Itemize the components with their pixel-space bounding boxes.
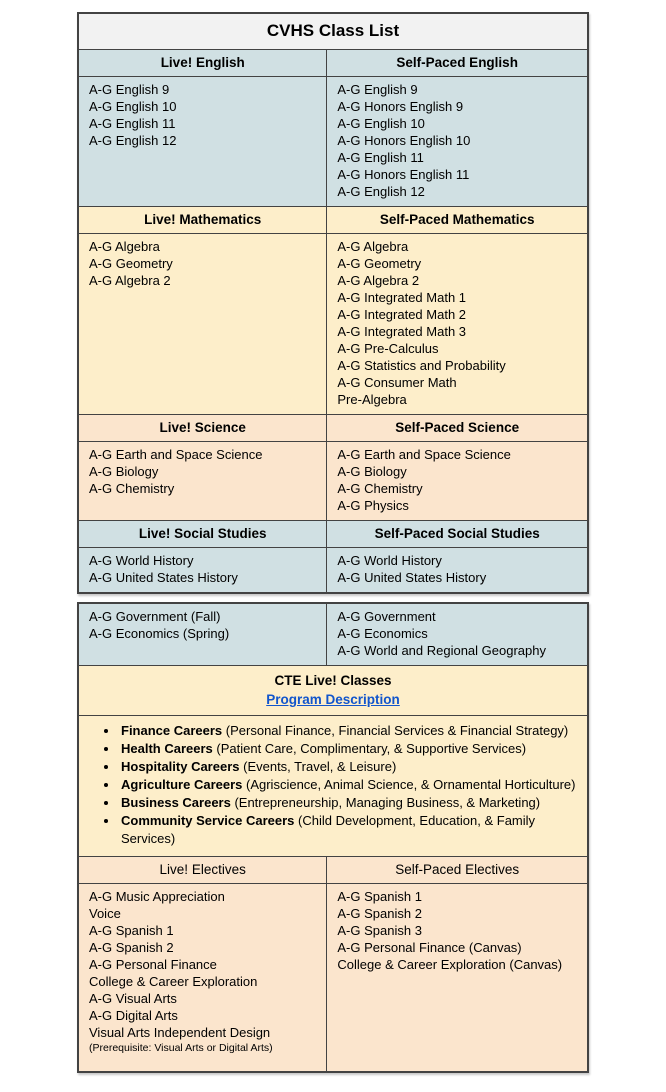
cte-bullet-item	[119, 722, 577, 740]
class-item: A-G Geometry	[89, 256, 173, 271]
career-detail: (Entrepreneurship, Managing Business, & Marketing)	[230, 795, 541, 810]
header-live-mathematics: Live! Mathematics	[79, 207, 326, 233]
career-name: Agriculture Careers	[121, 777, 243, 792]
class-item: A-G Economics	[337, 626, 428, 641]
class-item: College & Career Exploration (Canvas)	[337, 957, 563, 972]
cte-content-row	[79, 715, 587, 856]
page-title: CVHS Class List	[79, 14, 587, 49]
cte-title: CTE Live! Classes	[274, 673, 392, 688]
class-item: A-G English 9	[337, 82, 418, 97]
class-list-live-mathematics	[79, 234, 326, 414]
cte-bullet-item	[119, 740, 577, 758]
career-name: Community Service Careers	[121, 813, 295, 828]
class-item: A-G Integrated Math 3	[337, 324, 467, 339]
class-item: A-G Spanish 3	[337, 923, 422, 938]
header-self-paced-electives: Self-Paced Electives	[326, 857, 587, 883]
career-name: Health Careers	[121, 741, 213, 756]
social-studies-header-row	[79, 520, 587, 547]
class-item: A-G Integrated Math 1	[337, 290, 467, 305]
class-item: A-G Spanish 1	[89, 923, 174, 938]
class-item: A-G Spanish 2	[337, 906, 422, 921]
header-self-paced-mathematics: Self-Paced Mathematics	[326, 207, 587, 233]
class-item: A-G Biology	[89, 464, 159, 479]
cte-header-cell	[79, 666, 587, 715]
class-item: Visual Arts Independent Design	[89, 1025, 271, 1040]
class-item: Voice	[89, 906, 121, 921]
cte-bullet-item	[119, 776, 577, 794]
class-item: A-G Algebra 2	[337, 273, 420, 288]
cte-bullet-list	[89, 722, 577, 848]
class-list-live-electives	[79, 884, 326, 1071]
cte-bullet-item	[119, 758, 577, 776]
cte-header-row	[79, 665, 587, 715]
class-item: A-G English 10	[89, 99, 177, 114]
class-item: A-G Digital Arts	[89, 1008, 178, 1023]
class-item: A-G Algebra 2	[89, 273, 171, 288]
live-electives-items	[89, 888, 318, 1041]
career-detail: (Personal Finance, Financial Services & Financial Strategy)	[222, 723, 569, 738]
class-item: A-G English 12	[337, 184, 425, 199]
english-header-row	[79, 49, 587, 76]
career-detail: (Events, Travel, & Leisure)	[239, 759, 397, 774]
header-live-electives: Live! Electives	[79, 857, 326, 883]
class-list-self-paced-mathematics	[326, 234, 587, 414]
class-item: A-G Government	[337, 609, 436, 624]
class-item: A-G English 9	[89, 82, 170, 97]
header-self-paced-social-studies: Self-Paced Social Studies	[326, 521, 587, 547]
class-item: A-G Integrated Math 2	[337, 307, 467, 322]
class-item: Pre-Algebra	[337, 392, 407, 407]
english-content-row	[79, 76, 587, 206]
class-list-live-social-studies-continued	[79, 604, 326, 665]
class-item: A-G World and Regional Geography	[337, 643, 546, 658]
class-item: A-G Consumer Math	[337, 375, 457, 390]
class-item: A-G Spanish 1	[337, 889, 422, 904]
prerequisite-note: (Prerequisite: Visual Arts or Digital Arts)	[89, 1042, 273, 1054]
career-detail: (Child Development, Education, & Family Services)	[121, 813, 536, 846]
science-header-row	[79, 414, 587, 441]
math-header-row	[79, 206, 587, 233]
header-live-english: Live! English	[79, 50, 326, 76]
class-item: A-G Pre-Calculus	[337, 341, 439, 356]
class-item: A-G Chemistry	[337, 481, 423, 496]
class-item: A-G Physics	[337, 498, 409, 513]
class-item: A-G Algebra	[89, 239, 160, 254]
class-list-table-upper	[77, 12, 589, 594]
career-detail: (Patient Care, Complimentary, & Supportive Services)	[212, 741, 527, 756]
class-item: A-G Earth and Space Science	[337, 447, 511, 462]
class-item: A-G Algebra	[337, 239, 409, 254]
career-name: Finance Careers	[121, 723, 223, 738]
class-list-self-paced-science	[326, 442, 587, 520]
class-item: A-G Personal Finance	[89, 957, 217, 972]
class-item: A-G World History	[89, 553, 194, 568]
class-list-self-paced-social-studies	[326, 548, 587, 592]
class-item: A-G Chemistry	[89, 481, 175, 496]
program-description-link[interactable]: Program Description	[266, 692, 400, 707]
social-studies-content-row	[79, 547, 587, 592]
class-item: A-G Geometry	[337, 256, 422, 271]
science-content-row	[79, 441, 587, 520]
class-item: A-G World History	[337, 553, 442, 568]
class-item: A-G United States History	[89, 570, 238, 585]
class-item: A-G English 12	[89, 133, 177, 148]
class-item: A-G Honors English 11	[337, 167, 470, 182]
class-item: A-G English 10	[337, 116, 425, 131]
class-item: A-G English 11	[337, 150, 424, 165]
class-item: College & Career Exploration	[89, 974, 258, 989]
header-live-social-studies: Live! Social Studies	[79, 521, 326, 547]
class-list-self-paced-social-studies-continued	[326, 604, 587, 665]
class-item: A-G Earth and Space Science	[89, 447, 263, 462]
class-list-table-lower	[77, 602, 589, 1073]
class-item: A-G Government (Fall)	[89, 609, 221, 624]
header-live-science: Live! Science	[79, 415, 326, 441]
cte-careers-list	[79, 716, 587, 856]
class-item: A-G Statistics and Probability	[337, 358, 506, 373]
class-item: A-G Honors English 9	[337, 99, 464, 114]
social-studies-continued-row	[79, 604, 587, 665]
header-self-paced-science: Self-Paced Science	[326, 415, 587, 441]
cte-link-line	[83, 690, 583, 709]
class-item: A-G Biology	[337, 464, 407, 479]
class-list-live-science	[79, 442, 326, 520]
title-row	[79, 14, 587, 49]
cte-bullet-item	[119, 794, 577, 812]
cte-bullet-item	[119, 812, 577, 848]
math-content-row	[79, 233, 587, 414]
class-item: A-G English 11	[89, 116, 176, 131]
header-self-paced-english: Self-Paced English	[326, 50, 587, 76]
career-name: Hospitality Careers	[121, 759, 240, 774]
class-item: A-G Music Appreciation	[89, 889, 225, 904]
class-list-live-english	[79, 77, 326, 206]
class-item: A-G United States History	[337, 570, 487, 585]
class-item: A-G Honors English 10	[337, 133, 471, 148]
career-name: Business Careers	[121, 795, 231, 810]
electives-header-row	[79, 856, 587, 883]
class-item: A-G Spanish 2	[89, 940, 174, 955]
class-list-self-paced-english	[326, 77, 587, 206]
class-item: A-G Visual Arts	[89, 991, 177, 1006]
class-list-live-social-studies	[79, 548, 326, 592]
career-detail: (Agriscience, Animal Science, & Ornamental Horticulture)	[242, 777, 576, 792]
class-list-self-paced-electives	[326, 884, 587, 1071]
class-item: A-G Personal Finance (Canvas)	[337, 940, 522, 955]
class-item: A-G Economics (Spring)	[89, 626, 230, 641]
electives-content-row	[79, 883, 587, 1071]
